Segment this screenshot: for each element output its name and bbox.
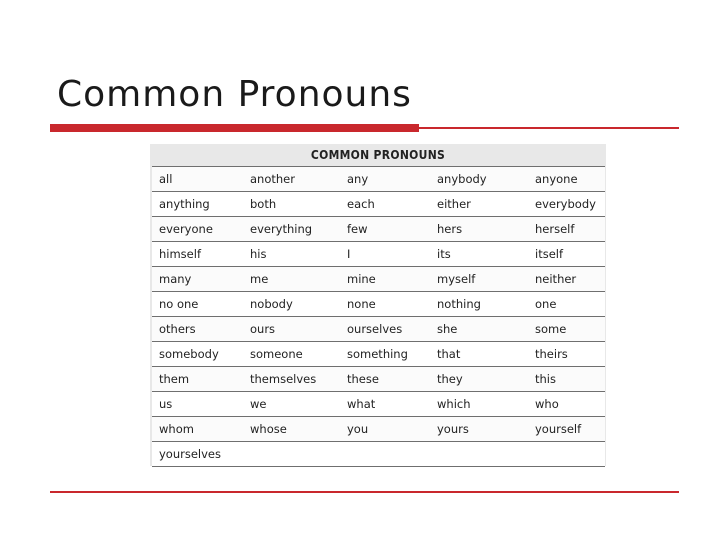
table-cell: another — [250, 172, 295, 186]
table-row — [152, 317, 605, 342]
table-cell: hers — [437, 222, 463, 236]
table-cell — [243, 442, 340, 466]
table-cell: whom — [159, 422, 194, 436]
table-cell: either — [437, 197, 471, 211]
table-cell: one — [535, 297, 557, 311]
table-cell: mine — [347, 272, 376, 286]
table-cell: what — [347, 397, 376, 411]
table-cell: someone — [250, 347, 303, 361]
table-cell: them — [159, 372, 190, 386]
table-cell: us — [159, 397, 173, 411]
table-cell: none — [347, 297, 376, 311]
table-cell: she — [437, 322, 458, 336]
table-cell: I — [347, 247, 351, 261]
table-cell: me — [250, 272, 269, 286]
table-cell: many — [159, 272, 192, 286]
table-row — [152, 417, 605, 442]
table-cell: both — [250, 197, 277, 211]
table-cell: ours — [250, 322, 276, 336]
table-cell: anyone — [535, 172, 578, 186]
table-cell: which — [437, 397, 471, 411]
title-underline-thin — [419, 127, 679, 129]
table-cell: yourself — [535, 422, 582, 436]
slide-title: Common Pronouns — [57, 74, 412, 115]
table-cell: each — [347, 197, 375, 211]
table-cell: his — [250, 247, 267, 261]
table-cell: they — [437, 372, 463, 386]
table-cell: themselves — [250, 372, 317, 386]
pronoun-table — [150, 144, 606, 466]
table-cell: anybody — [437, 172, 487, 186]
table-cell: everybody — [535, 197, 596, 211]
table-row — [152, 392, 605, 417]
table-row — [152, 442, 605, 467]
table-cell: others — [159, 322, 196, 336]
table-cell: something — [347, 347, 408, 361]
table-cell: itself — [535, 247, 564, 261]
table-row — [152, 267, 605, 292]
table-row — [152, 167, 605, 192]
title-underline-thick — [50, 124, 419, 132]
table-cell: anything — [159, 197, 210, 211]
table-cell — [340, 442, 430, 466]
table-cell: whose — [250, 422, 287, 436]
table-cell: these — [347, 372, 379, 386]
table-row — [152, 342, 605, 367]
table-cell — [528, 442, 605, 466]
table-cell: its — [437, 247, 451, 261]
table-cell: herself — [535, 222, 575, 236]
table-row — [152, 192, 605, 217]
table-cell: that — [437, 347, 461, 361]
table-cell: who — [535, 397, 559, 411]
table-cell: everyone — [159, 222, 213, 236]
table-cell: some — [535, 322, 567, 336]
table-cell: nothing — [437, 297, 481, 311]
table-caption: COMMON PRONOUNS — [310, 148, 446, 162]
table-grid — [152, 166, 605, 467]
table-row — [152, 242, 605, 267]
table-cell: somebody — [159, 347, 219, 361]
table-cell: yourselves — [159, 447, 221, 461]
table-cell: everything — [250, 222, 313, 236]
table-cell: you — [347, 422, 369, 436]
table-cell: all — [159, 172, 173, 186]
table-cell — [430, 442, 528, 466]
table-cell: few — [347, 222, 368, 236]
table-cell: myself — [437, 272, 476, 286]
table-cell: this — [535, 372, 556, 386]
table-cell: himself — [159, 247, 201, 261]
table-cell: ourselves — [347, 322, 403, 336]
table-cell: we — [250, 397, 267, 411]
table-cell: neither — [535, 272, 577, 286]
table-cell: any — [347, 172, 369, 186]
table-cell: nobody — [250, 297, 293, 311]
table-row — [152, 367, 605, 392]
table-row — [152, 292, 605, 317]
table-cell: theirs — [535, 347, 568, 361]
footer-divider — [50, 491, 679, 493]
table-row — [152, 217, 605, 242]
table-cell: no one — [159, 297, 199, 311]
table-cell: yours — [437, 422, 469, 436]
